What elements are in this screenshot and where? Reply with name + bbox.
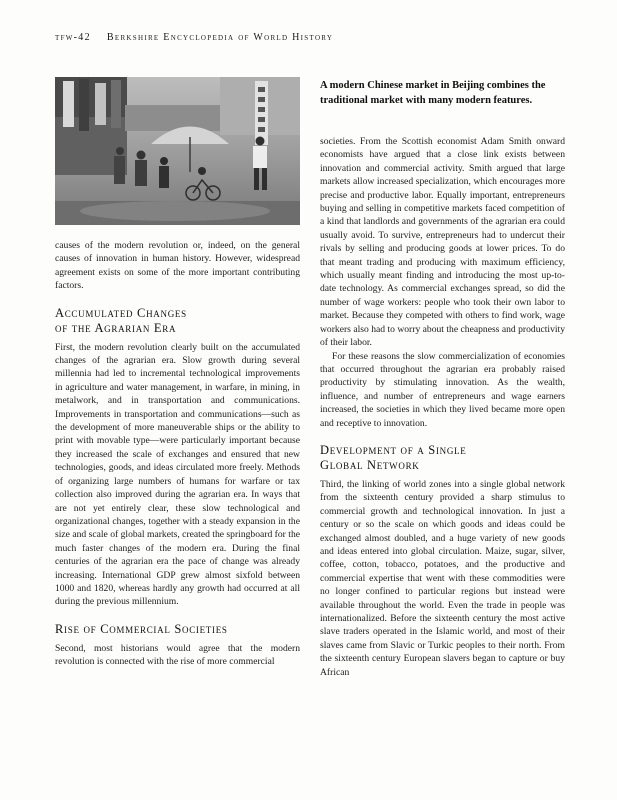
paragraph: Third, the linking of world zones into a single global network from the sixteenth century provided a sharp stimulus to commercial growth and technological innovation. In just a century or so the scale on which goods and ideas could be exchanged almost doubled, and a huge variety of new goods and ideas entered into global circulation. Maize, sugar, silver, coffee, cotton, tobacco, potatoes, and the productive and commercial expertise that went with these commodities were no longer confined to particular regions but instead were available throughout the world. Even the trade in people was internationalized. Before the sixteenth century the most active slave traders operated in the Islamic world, and most of their slaves came from Slavic or Turkic peoples to their north. From the sixteenth century European slavers began to capture or buy African <box>320 478 565 678</box>
section-heading-accumulated-changes <box>55 306 300 336</box>
paragraph: For these reasons the slow commercialization of economies that occurred throughout the agrarian era probably raised productivity by stimulating innovation. As the wealth, influence, and number of entrepreneurs and wage earners increased, the societies in which they lived became more open and receptive to innovation. <box>320 350 565 429</box>
paragraph: societies. From the Scottish economist Adam Smith onward economists have argued that a close link exists between innovation and commercial activity. Smith argued that large markets allow increased specialization, which encourages more precise and productive labor. Equally important, entrepreneurs buying and selling in competitive markets faced competition of a kind that landlords and governments of the agrarian era could usually avoid. To survive, entrepreneurs had to undercut their rivals by selling and producing goods at lower prices. To do that meant trading and producing with maximum efficiency, which usually meant finding and introducing the most up-to-date technology. As commercial exchanges spread, so did the number of wage workers: people who took their own labor to market. Because they competed with others to find work, wage workers also had to worry about the cheapness and productivity of their labor. <box>320 136 565 349</box>
heading-line: Development of a Single <box>320 442 467 457</box>
two-column-layout <box>55 77 565 800</box>
left-column <box>55 77 300 800</box>
vertical-sign <box>255 81 268 145</box>
paragraph-continuation: causes of the modern revolution or, indeed, on the general causes of innovation in human history. However, widespread agreement exists on some of the more important contributing factors. <box>55 240 300 292</box>
paragraph: Second, most historians would agree that the modern revolution is connected with the rise of more commercial <box>55 642 300 668</box>
heading-line: Accumulated Changes <box>55 305 187 320</box>
right-column <box>320 77 565 800</box>
paragraph: First, the modern revolution clearly built on the accumulated changes of the agrarian era. Slow growth during several millennia had led to incremental technological improvements in agriculture and water management, in warfare, in mining, in metalwork, and in transportation and communications. Improvements in transportation and communications—such as the development of more maneuverable ships or the ability to print with movable type—were particularly important because they increased the scale of exchanges and ensured that new technologies, goods, and ideas circulated more freely. Methods of organizing large numbers of humans for warfare or tax collection also improved during the agrarian era. In ways that are not yet entirely clear, these slow technological and organizational changes, together with a steady expansion in the size and scale of global markets, created the springboard for the much faster changes of the modern era. During the final centuries of the agrarian era the pace of change was already increasing. International GDP grew almost sixfold between 1000 and 1820, whereas hardly any growth had occurred at all during the previous millennium. <box>55 341 300 608</box>
heading-line: Rise of Commercial Societies <box>55 621 228 636</box>
heading-line: of the Agrarian Era <box>55 320 177 335</box>
section-heading-rise-of-commercial-societies <box>55 622 300 637</box>
running-head-title: Berkshire Encyclopedia of World History <box>106 32 334 43</box>
photo-caption: A modern Chinese market in Beijing combines the traditional market with many modern features. <box>320 80 546 106</box>
section-heading-development-of-a-single-global-network <box>320 443 565 473</box>
heading-line: Global Network <box>320 457 420 472</box>
market-photo <box>55 77 300 225</box>
market-photo-illustration <box>55 77 300 225</box>
running-head <box>55 32 565 43</box>
page-number: tfw-42 <box>55 32 91 43</box>
